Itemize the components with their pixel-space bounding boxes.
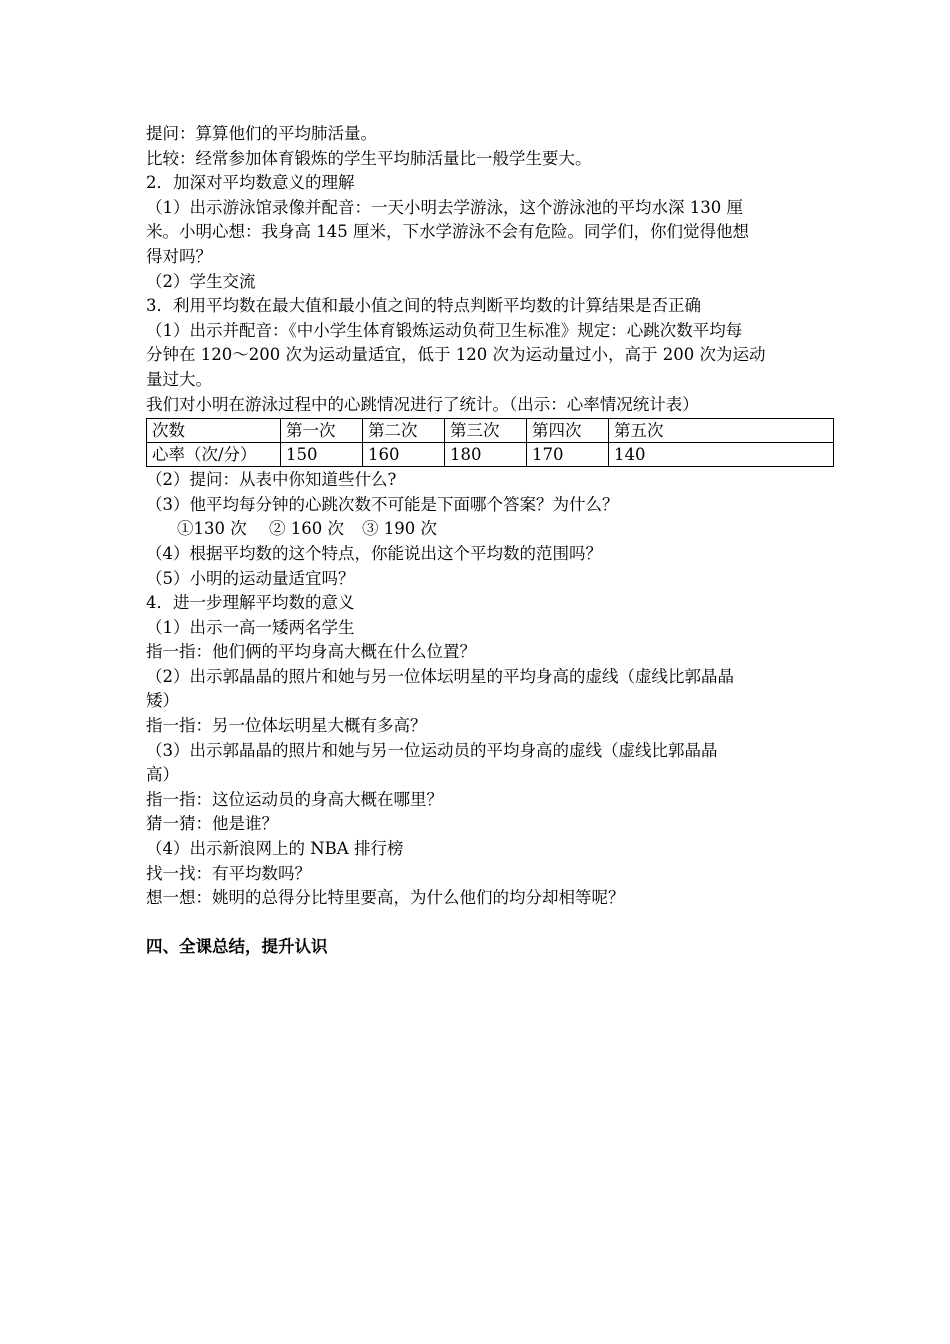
text-line: （1）出示并配音：《中小学生体育锻炼运动负荷卫生标准》规定：心跳次数平均每 [146, 320, 743, 340]
answer-option: ①130 次 [177, 519, 247, 539]
text-line: （3）出示郭晶晶的照片和她与另一位运动员的平均身高的虚线（虚线比郭晶晶 [146, 740, 718, 760]
text-line: 找一找：有平均数吗？ [146, 863, 311, 883]
text-line: （2）提问：从表中你知道些什么? [146, 470, 397, 490]
table-cell: 心率（次/分） [147, 443, 281, 467]
table-row [147, 443, 834, 467]
answer-option: ③ 190 次 [362, 519, 437, 539]
answer-option: ② 160 次 [269, 519, 344, 539]
text-line: 3．利用平均数在最大值和最小值之间的特点判断平均数的计算结果是否正确 [146, 296, 701, 316]
text-line: （1）出示一高一矮两名学生 [146, 617, 355, 637]
section-heading: 四、全课总结，提升认识 [146, 937, 328, 957]
text-line: 指一指：他们俩的平均身高大概在什么位置？ [146, 642, 476, 662]
text-line: 指一指：另一位体坛明星大概有多高？ [146, 716, 427, 736]
text-line: 猜一猜：他是谁？ [146, 814, 278, 834]
table-cell: 160 [363, 443, 445, 467]
text-line: （1）出示游泳馆录像并配音：一天小明去学游泳，这个游泳池的平均水深 130 厘 [146, 197, 743, 217]
table-cell: 第一次 [281, 419, 363, 443]
blank-line [146, 911, 816, 936]
text-line: 提问：算算他们的平均肺活量。 [146, 124, 377, 143]
table-cell: 第三次 [445, 419, 527, 443]
text-line: 4．进一步理解平均数的意义 [146, 593, 355, 613]
text-line: 矮） [146, 691, 179, 711]
table-cell: 150 [281, 443, 363, 467]
table-cell: 170 [527, 443, 609, 467]
table-header-row [147, 419, 834, 443]
paragraph-block-mid [146, 468, 816, 542]
text-line: （3）他平均每分钟的心跳次数不可能是下面哪个答案？为什么？ [146, 494, 619, 514]
text-line: 指一指：这位运动员的身高大概在哪里？ [146, 789, 443, 809]
text-line: （4）根据平均数的这个特点，你能说出这个平均数的范围吗？ [146, 543, 602, 563]
document-page [146, 122, 816, 960]
table-cell: 140 [609, 443, 834, 467]
paragraph-block-bottom [146, 542, 816, 911]
text-line: 量过大。 [146, 369, 212, 389]
text-line: （4）出示新浪网上的 NBA 排行榜 [146, 839, 404, 859]
text-line: 我们对小明在游泳过程中的心跳情况进行了统计。（出示：心率情况统计表） [146, 394, 699, 414]
text-line: 想一想：姚明的总得分比特里要高，为什么他们的均分却相等呢？ [146, 888, 625, 908]
table-cell: 180 [445, 443, 527, 467]
table-cell: 次数 [147, 419, 281, 443]
text-line: 得对吗？ [146, 246, 212, 266]
answer-options [146, 517, 816, 542]
heart-rate-table [146, 418, 834, 467]
table-cell: 第四次 [527, 419, 609, 443]
paragraph-block-top [146, 122, 816, 417]
text-line: 米。小明心想：我身高 145 厘米，下水学游泳不会有危险。同学们，你们觉得他想 [146, 222, 749, 242]
text-line: （2）出示郭晶晶的照片和她与另一位体坛明星的平均身高的虚线（虚线比郭晶晶 [146, 666, 734, 686]
table-cell: 第二次 [363, 419, 445, 443]
text-line: 比较：经常参加体育锻炼的学生平均肺活量比一般学生要大。 [146, 148, 592, 168]
table-cell: 第五次 [609, 419, 834, 443]
text-line: 高） [146, 765, 179, 785]
text-line: 分钟在 120～200 次为运动量适宜，低于 120 次为运动量过小，高于 200 次为运动 [146, 345, 766, 365]
text-line: 2．加深对平均数意义的理解 [146, 173, 355, 193]
text-line: （2）学生交流 [146, 271, 256, 291]
text-line: （5）小明的运动量适宜吗？ [146, 568, 355, 588]
